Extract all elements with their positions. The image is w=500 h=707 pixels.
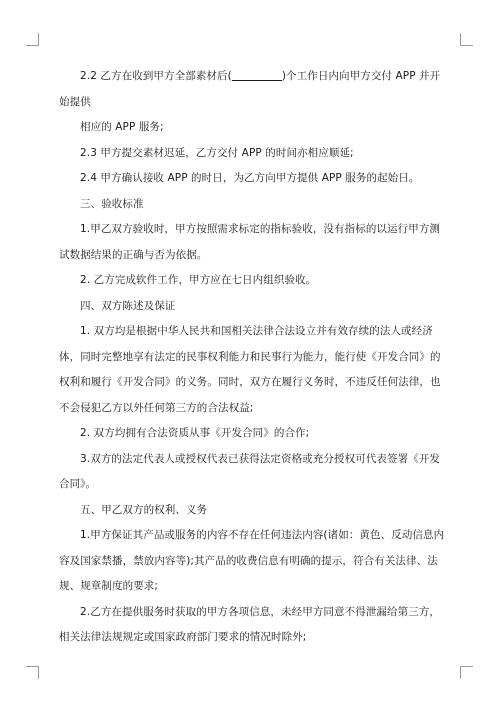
clause-3-1: 1.甲乙双方验收时，甲方按照需求标定的指标验收，没有指标的以运行甲方测试数据结果的正确与否为依据。: [59, 223, 441, 261]
corner-mark-top-right: [460, 33, 473, 46]
clause-2-2-cont: 相应的 APP 服务;: [80, 121, 164, 133]
section-heading-representations: 四、双方陈述及保证: [80, 299, 176, 312]
corner-mark-bottom-right: [460, 666, 473, 679]
clause-2-4: 2.4 甲方确认接收 APP 的时日，为乙方向甲方提供 APP 服务的起始日。: [80, 172, 420, 184]
clause-5-1: 1.甲方保证其产品或服务的内容不存在任何违法内容(诸如：黄色、反动信息内容及国家禁播，禁放内容等);其产品的收费信息有明确的提示，符合有关法律、法规、规章制度的要求;: [59, 529, 445, 592]
clause-4-2: 2. 双方均拥有合法资质从事《开发合同》的合作;: [80, 427, 310, 439]
clause-2-2-text-a: 2.2 乙方在收到甲方全部素材后(: [80, 70, 232, 82]
clause-5-2: 2.乙方在提供服务时获取的甲方各项信息，未经甲方同意不得泄漏给第三方，相关法律法规规定或国家政府部门要求的情况时除外;: [59, 605, 441, 643]
clause-2-3: 2.3 甲方提交素材迟延，乙方交付 APP 的时间亦相应顺延;: [80, 146, 354, 159]
fill-in-blank[interactable]: [232, 70, 282, 81]
clause-4-3: 3.双方的法定代表人或授权代表已获得法定资格或充分授权可代表签署《开发合同》。: [59, 452, 441, 490]
corner-mark-bottom-left: [26, 666, 39, 679]
section-heading-rights-obligations: 五、甲乙双方的权利、义务: [80, 503, 208, 516]
clause-4-1: 1. 双方均是根据中华人民共和国相关法律合法设立并有效存续的法人或经济体，同时完整地享有法定的民事权利能力和民事行为能力，能行使《开发合同》的权利和履行《开发合同》的义务。同时，双方在履行义务时，不违反任何法律，也不会侵犯乙方以外任何第三方的合法权益;: [59, 325, 441, 414]
corner-mark-top-left: [26, 33, 39, 46]
clause-2-2: [59, 64, 445, 115]
clause-3-2: 2. 乙方完成软件工作，甲方应在七日内组织验收。: [80, 274, 317, 286]
section-heading-acceptance: 三、验收标准: [80, 197, 144, 210]
clause-2-2-text-b: )个工作日内向甲方交付 APP 并开始提供: [59, 70, 441, 108]
document-page: [59, 64, 445, 651]
